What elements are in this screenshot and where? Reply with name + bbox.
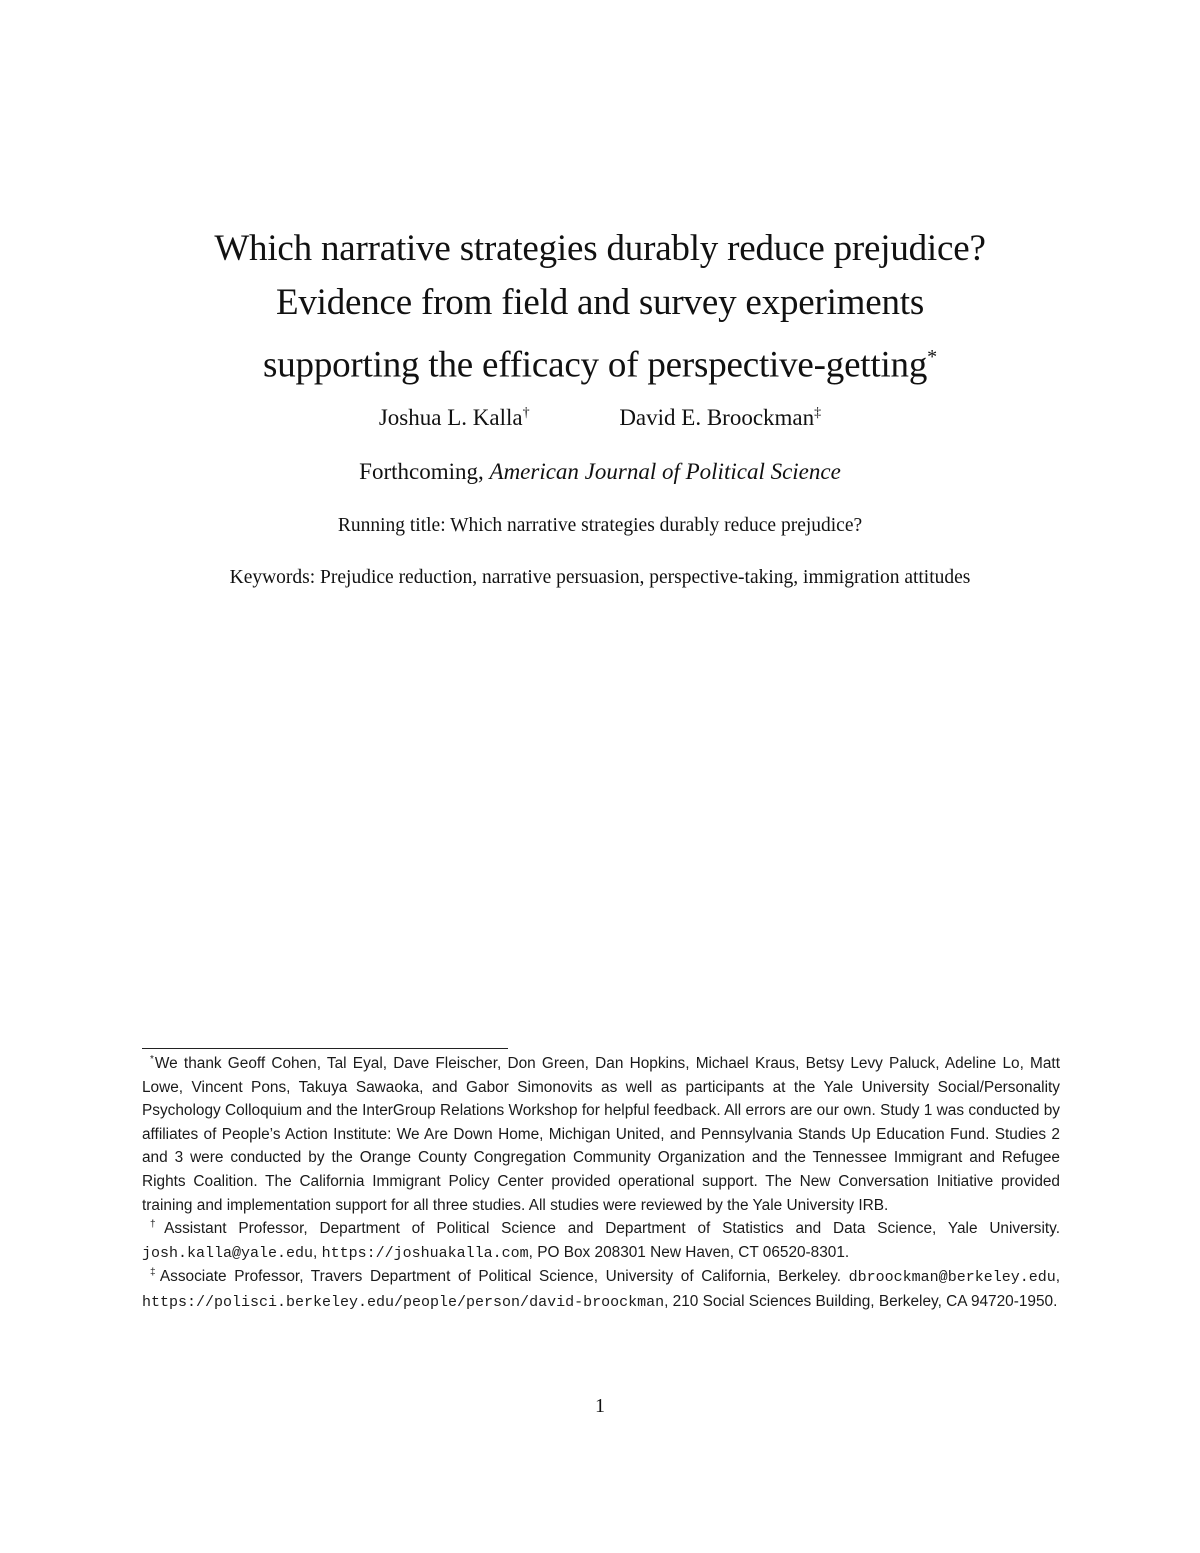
footnote-address: PO Box 208301 New Haven, CT 06520-8301. xyxy=(537,1243,850,1261)
author-broockman xyxy=(619,402,821,434)
author-name: Joshua L. Kalla xyxy=(378,405,523,430)
author-footnote-mark: † xyxy=(522,405,530,421)
running-title: Running title: Which narrative strategies durably reduce prejudice? xyxy=(337,515,863,536)
homepage-link[interactable]: https://polisci.berkeley.edu/people/person/david-broockman xyxy=(142,1293,665,1311)
footnote-broockman: ‡Associate Professor, Travers Department of Political Science, University of California, Berkeley. dbroockman@berkeley.edu, https://polisci.berkeley.edu/people/person/david-broockman, 210 Social Sciences Building, Berkeley, CA 94720-1950. xyxy=(142,1267,1060,1311)
keywords: Keywords: Prejudice reduction, narrative persuasion, perspective-taking, immigration attitudes xyxy=(229,567,971,588)
email-link[interactable]: dbroockman@berkeley.edu xyxy=(848,1269,1056,1287)
footnote-text: Assistant Professor, Department of Political Science and Department of Statistics and Data Science, Yale University. xyxy=(164,1220,1061,1238)
title-line-3-text: supporting the efficacy of perspective-getting xyxy=(263,344,928,386)
title-line-3 xyxy=(0,330,1200,392)
paper-title xyxy=(0,222,1200,392)
title-footnote-mark: * xyxy=(927,346,937,368)
footnote-mark: † xyxy=(150,1219,164,1231)
title-line-2: Evidence from field and survey experiments xyxy=(275,282,925,323)
footnote-text: Associate Professor, Travers Department of Political Science, University of California, Berkeley. xyxy=(159,1268,842,1286)
footnote-text: We thank Geoff Cohen, Tal Eyal, Dave Fleischer, Don Green, Dan Hopkins, Michael Kraus, Betsy Levy Paluck, Adeline Lo, Matt Lowe, Vincent Pons, Takuya Sawaoka, and Gabor Simonovits as well as participants at the Yale University Social/Personality Psychology Colloquium and the InterGroup Relations Workshop for helpful feedback. All errors are our own. Study 1 was conducted by affiliates of People’s Action Institute: We Are Down Home, Michigan United, and Pennsylvania Stands Up Education Fund. Studies 2 and 3 were conducted by the Orange County Congregation Community Organization and the Tennessee Immigrant and Refugee Rights Coalition. The California Immigrant Policy Center provided operational support. The New Conversation Initiative provided training and implementation support for all three studies. All studies were reviewed by the Yale University IRB. xyxy=(142,1055,1060,1214)
footnote-address: 210 Social Sciences Building, Berkeley, CA 94720-1950. xyxy=(672,1292,1058,1310)
author-name: David E. Broockman xyxy=(619,405,815,430)
email-link[interactable]: josh.kalla@yale.edu xyxy=(142,1244,314,1262)
footnote-divider xyxy=(142,1048,508,1049)
publication-status xyxy=(0,456,1200,488)
footnote-kalla: †Assistant Professor, Department of Political Science and Department of Statistics and Data Science, Yale University. josh.kalla@yale.edu, https://joshuakalla.com, PO Box 208301 New Haven, CT 06520-8301. xyxy=(142,1219,1061,1262)
journal-name: American Journal of Political Science xyxy=(489,459,841,484)
footnotes xyxy=(142,1052,1060,1315)
footnote-acknowledgements xyxy=(142,1052,1060,1217)
publication-status-text: Forthcoming, xyxy=(359,459,484,484)
footnote-mark: ‡ xyxy=(150,1267,159,1279)
footnote-mark: * xyxy=(150,1053,154,1065)
author-footnote-mark: ‡ xyxy=(814,405,822,421)
author-kalla xyxy=(379,402,530,434)
author-list xyxy=(0,402,1200,434)
title-line-1: Which narrative strategies durably reduce prejudice? xyxy=(214,228,986,269)
homepage-link[interactable]: https://joshuakalla.com xyxy=(321,1244,529,1262)
page-number: 1 xyxy=(595,1395,605,1417)
